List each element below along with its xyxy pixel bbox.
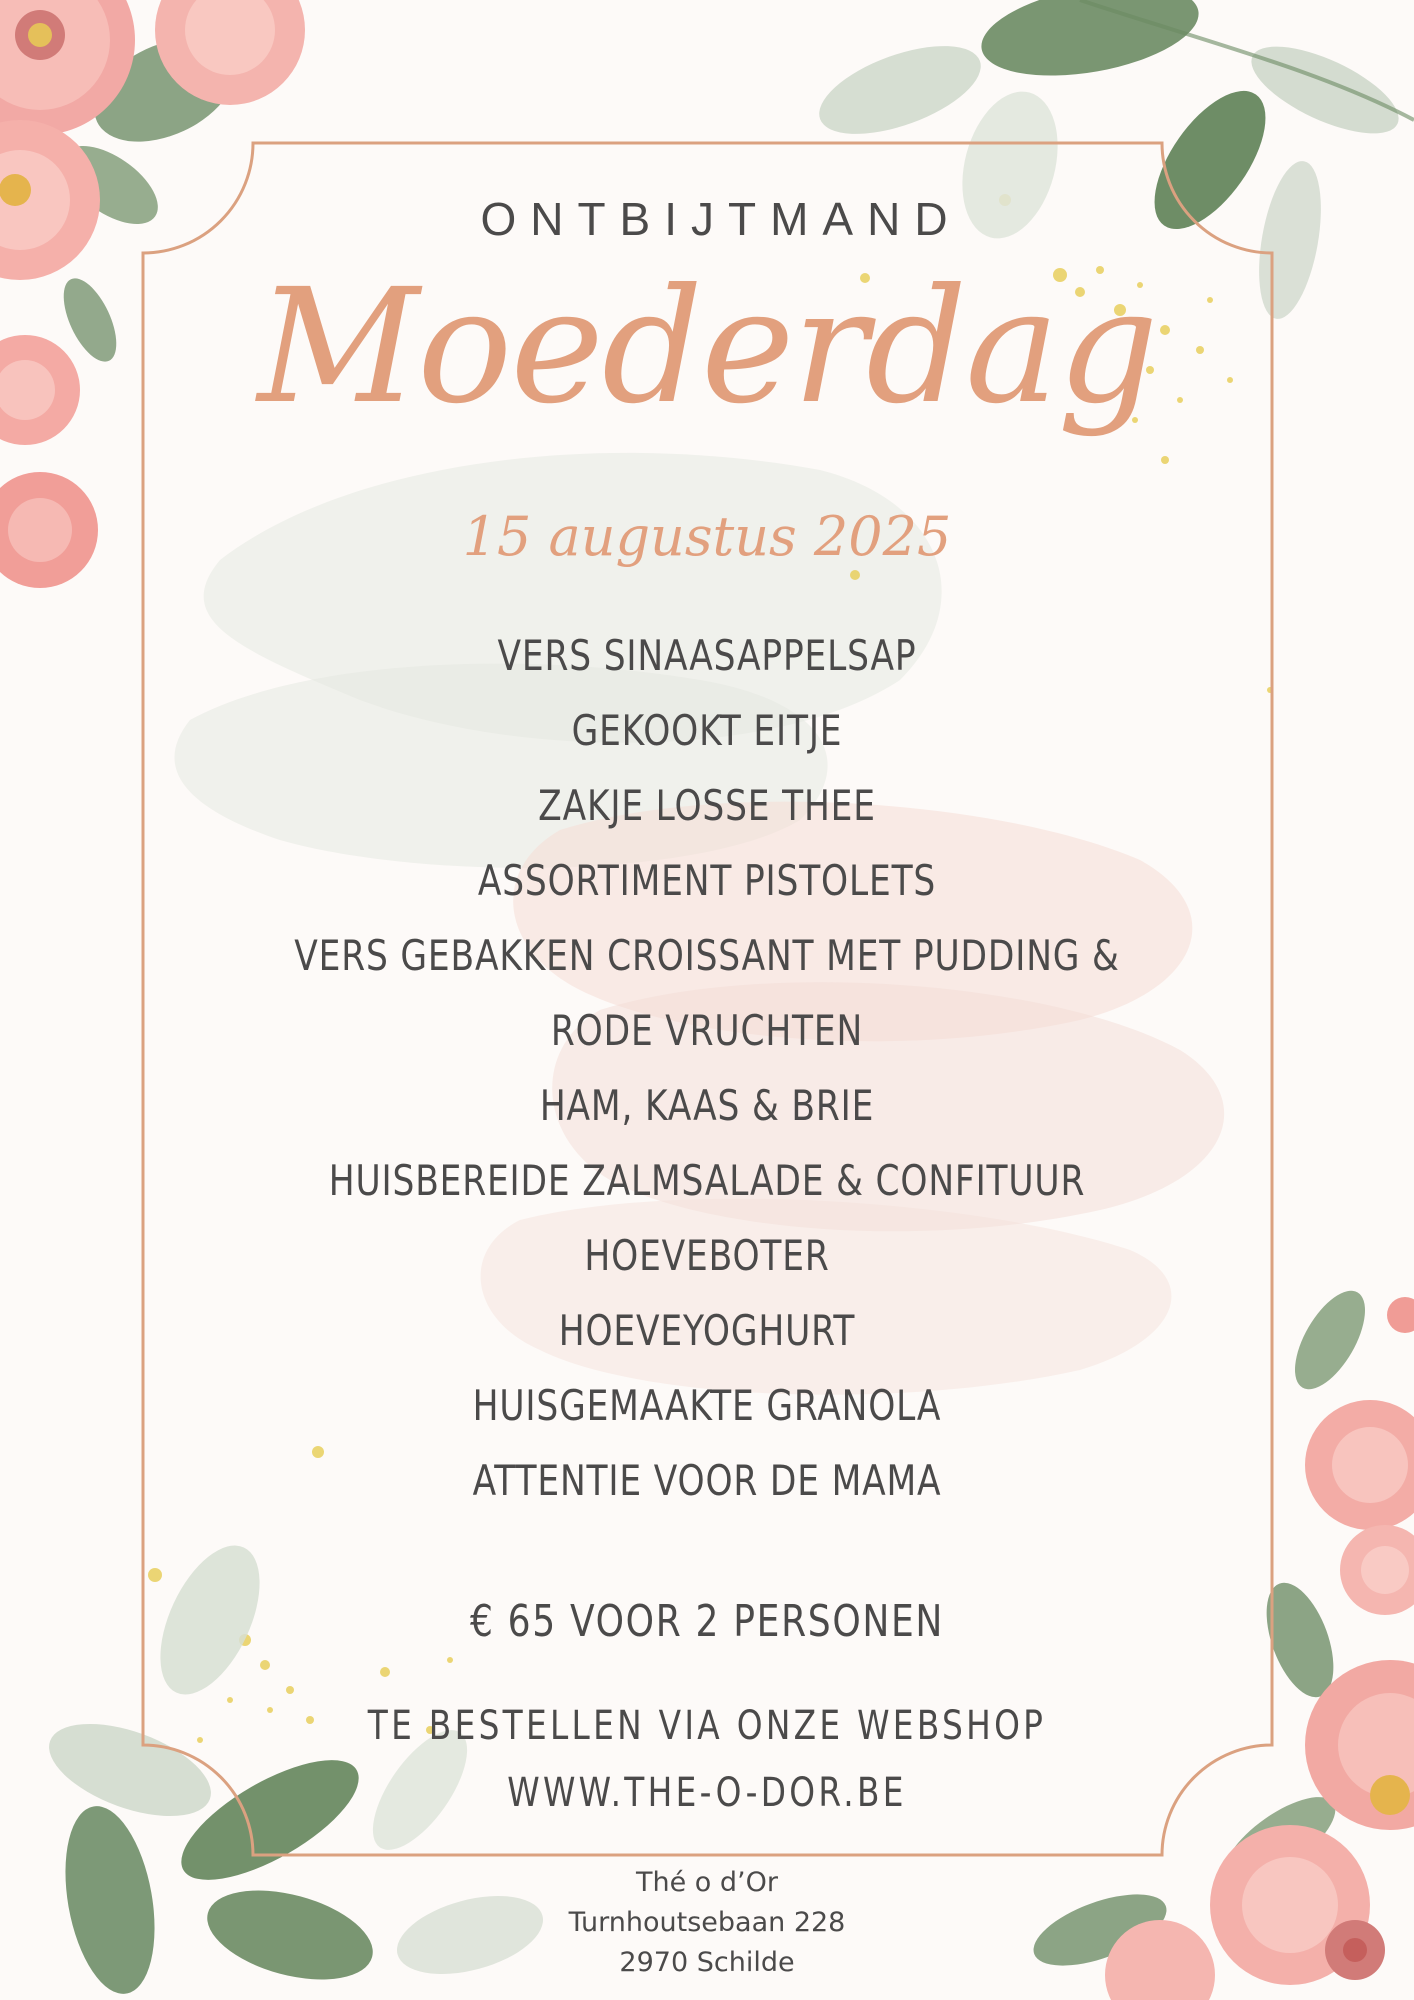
- page-title: Moederdag: [257, 255, 1157, 439]
- business-name: Thé o d’Or: [636, 1867, 778, 1898]
- menu-item: HOEVEBOTER: [584, 1231, 830, 1280]
- city-address: 2970 Schilde: [619, 1947, 795, 1978]
- footer-address: [0, 1863, 1414, 1983]
- menu-item: HOEVEYOGHURT: [558, 1306, 856, 1355]
- website-link[interactable]: WWW.THE-O-DOR.BE: [507, 1770, 907, 1816]
- event-date: 15 augustus 2025: [462, 505, 952, 568]
- order-instruction: TE BESTELLEN VIA ONZE WEBSHOP: [367, 1703, 1047, 1749]
- menu-item: HUISBEREIDE ZALMSALADE & CONFITUUR: [328, 1156, 1086, 1205]
- price-text: € 65 VOOR 2 PERSONEN: [469, 1596, 945, 1647]
- menu-item: HUISGEMAAKTE GRANOLA: [472, 1381, 942, 1430]
- eyebrow-text: ONTBIJTMAND: [480, 193, 962, 245]
- street-address: Turnhoutsebaan 228: [568, 1907, 846, 1938]
- menu-item: GEKOOKT EITJE: [571, 706, 843, 755]
- menu-item: VERS SINAASAPPELSAP: [497, 631, 917, 680]
- menu-item: HAM, KAAS & BRIE: [539, 1081, 875, 1130]
- menu-item: ATTENTIE VOOR DE MAMA: [472, 1456, 942, 1505]
- menu-item: RODE VRUCHTEN: [550, 1006, 864, 1055]
- menu-item: ASSORTIMENT PISTOLETS: [477, 856, 937, 905]
- menu-item: VERS GEBAKKEN CROISSANT MET PUDDING &: [294, 931, 1120, 980]
- menu-list: [127, 618, 1286, 1518]
- menu-item: ZAKJE LOSSE THEE: [538, 781, 876, 830]
